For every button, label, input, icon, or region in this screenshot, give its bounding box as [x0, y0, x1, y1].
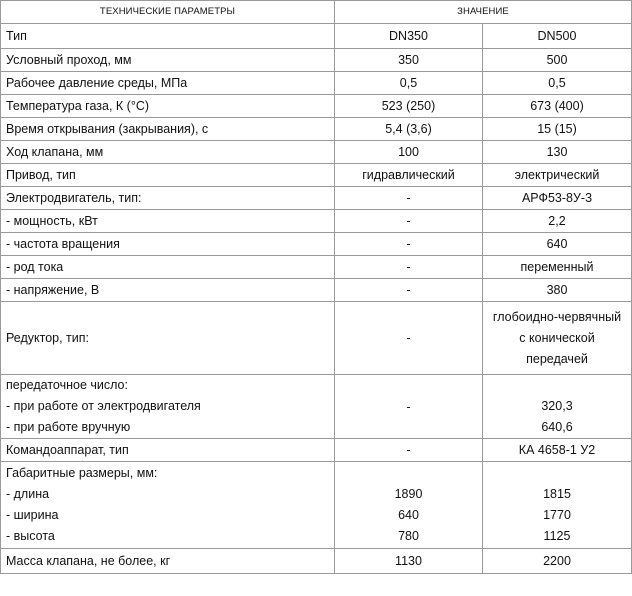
reducer-dn350: -	[335, 302, 483, 375]
gear-ratio-value: 320,3	[541, 399, 573, 413]
dn500-value: электрический	[483, 164, 632, 187]
dimension-value: 1815	[543, 487, 571, 501]
mass-label: Масса клапана, не более, кг	[1, 549, 335, 574]
param-label: - напряжение, В	[1, 279, 335, 302]
dn350-value: DN350	[335, 24, 483, 49]
dn500-value: 130	[483, 141, 632, 164]
dn500-value: 380	[483, 279, 632, 302]
param-label: - частота вращения	[1, 233, 335, 256]
gear-ratio-row	[1, 375, 632, 439]
mass-dn500: 2200	[483, 549, 632, 574]
table-row	[1, 24, 632, 49]
param-label: Температура газа, К (°С)	[1, 95, 335, 118]
dn350-value: 523 (250)	[335, 95, 483, 118]
spacer	[486, 375, 628, 396]
command-unit-label: Командоаппарат, тип	[1, 439, 335, 462]
dn350-value: 100	[335, 141, 483, 164]
param-label: Ход клапана, мм	[1, 141, 335, 164]
table-row	[1, 72, 632, 95]
table-row	[1, 187, 632, 210]
dn350-value: 0,5	[335, 72, 483, 95]
reducer-row	[1, 302, 632, 375]
param-label: - род тока	[1, 256, 335, 279]
dimensions-line: - ширина	[6, 508, 59, 522]
spacer	[486, 463, 628, 484]
table-row	[1, 279, 632, 302]
dn350-value: -	[335, 210, 483, 233]
param-label: Привод, тип	[1, 164, 335, 187]
dimension-value: 1890	[394, 487, 423, 501]
dimension-value: 1770	[543, 508, 571, 522]
dn500-value: 673 (400)	[483, 95, 632, 118]
gear-ratio-label	[1, 375, 335, 439]
header-params: ТЕХНИЧЕСКИЕ ПАРАМЕТРЫ	[1, 1, 335, 24]
gear-ratio-line: - при работе от электродвигателя	[6, 399, 201, 413]
param-label: Время открывания (закрывания), с	[1, 118, 335, 141]
dn500-value: 500	[483, 49, 632, 72]
table-row	[1, 95, 632, 118]
dn500-value: переменный	[483, 256, 632, 279]
param-label: - мощность, кВт	[1, 210, 335, 233]
dimensions-line: - высота	[6, 529, 55, 543]
param-label: Тип	[1, 24, 335, 49]
dimensions-row	[1, 462, 632, 549]
dn500-value: DN500	[483, 24, 632, 49]
gear-ratio-line: - при работе вручную	[6, 420, 131, 434]
dimensions-line: Габаритные размеры, мм:	[6, 466, 158, 480]
table-row	[1, 164, 632, 187]
table-row	[1, 118, 632, 141]
param-label: Рабочее давление среды, МПа	[1, 72, 335, 95]
command-unit-dn500: КА 4658-1 У2	[483, 439, 632, 462]
header-row	[1, 1, 632, 24]
command-unit-dn350: -	[335, 439, 483, 462]
reducer-dn500-line: передачей	[526, 351, 588, 366]
mass-dn350: 1130	[335, 549, 483, 574]
param-label: Электродвигатель, тип:	[1, 187, 335, 210]
dimensions-label	[1, 462, 335, 549]
table-row	[1, 141, 632, 164]
dn350-value: -	[335, 187, 483, 210]
dimension-value: 1125	[543, 529, 571, 543]
dimensions-line: - длина	[6, 487, 50, 501]
dn500-value: 2,2	[483, 210, 632, 233]
dn350-value: гидравлический	[335, 164, 483, 187]
dn350-value: 350	[335, 49, 483, 72]
dn350-value: -	[335, 233, 483, 256]
command-unit-row	[1, 439, 632, 462]
header-value: ЗНАЧЕНИЕ	[335, 1, 632, 24]
mass-row	[1, 549, 632, 574]
dn500-value: 640	[483, 233, 632, 256]
table-row	[1, 256, 632, 279]
dimensions-dn500	[483, 462, 632, 549]
dn500-value: 15 (15)	[483, 118, 632, 141]
dimension-value: 780	[398, 529, 419, 543]
reducer-dn500-line: глобоидно-червячный	[492, 309, 622, 324]
reducer-dn500	[483, 302, 632, 375]
table-row	[1, 233, 632, 256]
gear-ratio-dn500	[483, 375, 632, 439]
dn500-value: 0,5	[483, 72, 632, 95]
gear-ratio-line: передаточное число:	[6, 378, 128, 392]
param-label: Условный проход, мм	[1, 49, 335, 72]
dn350-value: 5,4 (3,6)	[335, 118, 483, 141]
dn350-value: -	[335, 279, 483, 302]
dimensions-dn350	[335, 462, 483, 549]
dn500-value: АРФ53-8У-3	[483, 187, 632, 210]
dimension-value: 640	[398, 508, 419, 522]
gear-ratio-value: 640,6	[541, 420, 573, 434]
spacer	[338, 463, 479, 484]
table-row	[1, 49, 632, 72]
dn350-value: -	[335, 256, 483, 279]
gear-ratio-dn350: -	[335, 375, 483, 439]
table-row	[1, 210, 632, 233]
reducer-dn500-line: с конической	[519, 330, 595, 345]
reducer-label: Редуктор, тип:	[1, 302, 335, 375]
